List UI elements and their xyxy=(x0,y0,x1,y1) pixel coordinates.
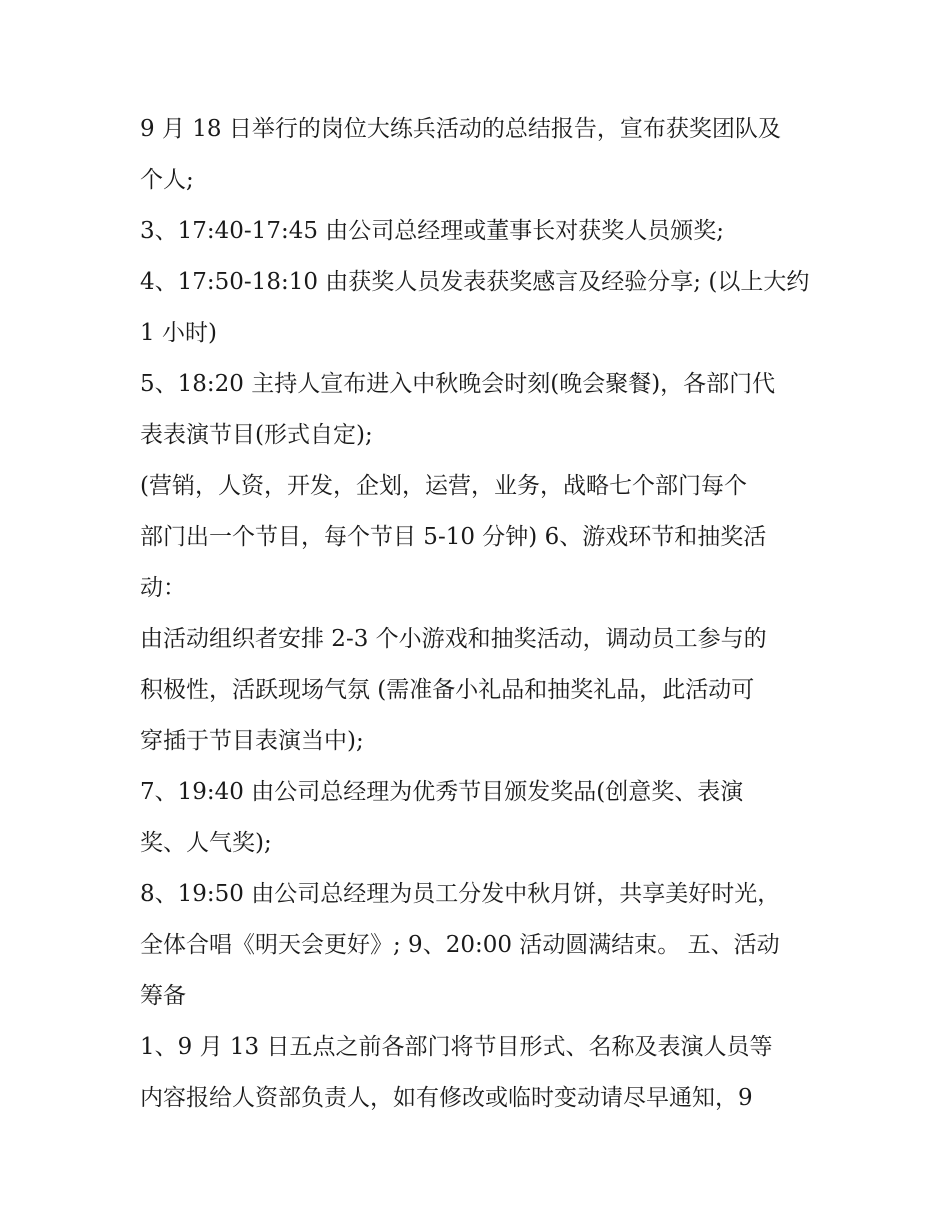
text-line: 1、9 月 13 日五点之前各部门将节目形式、名称及表演人员等 xyxy=(140,1034,773,1060)
text-line: 5、18:20 主持人宣布进入中秋晚会时刻(晚会聚餐)，各部门代 xyxy=(140,371,776,397)
text-line: 1 小时) xyxy=(140,320,217,346)
document-body xyxy=(140,104,820,1124)
text-line: 动： xyxy=(140,575,186,601)
text-line: 4、17:50-18:10 由获奖人员发表获奖感言及经验分享; (以上大约 xyxy=(140,269,810,295)
text-line: 部门出一个节目，每个节目 5-10 分钟) 6、游戏环节和抽奖活 xyxy=(140,524,767,550)
text-line: 个人; xyxy=(140,167,194,193)
text-line: 3、17:40-17:45 由公司总经理或董事长对获奖人员颁奖; xyxy=(140,218,725,244)
text-line: 全体合唱《明天会更好》; 9、20:00 活动圆满结束。 五、活动 xyxy=(140,932,780,958)
text-line: 表表演节目(形式自定); xyxy=(140,422,373,448)
text-line: 由活动组织者安排 2-3 个小游戏和抽奖活动，调动员工参与的 xyxy=(140,626,767,652)
text-line: 7、19:40 由公司总经理为优秀节目颁发奖品(创意奖、表演 xyxy=(140,779,744,805)
text-line: 积极性，活跃现场气氛 (需准备小礼品和抽奖礼品，此活动可 xyxy=(140,677,755,703)
text-line: 穿插于节目表演当中); xyxy=(140,728,364,754)
text-line: 9 月 18 日举行的岗位大练兵活动的总结报告，宣布获奖团队及 xyxy=(140,116,781,142)
text-line: (营销，人资，开发，企划，运营，业务，战略七个部门每个 xyxy=(140,473,747,499)
text-line: 内容报给人资部负责人，如有修改或临时变动请尽早通知，9 xyxy=(140,1085,753,1111)
text-line: 筹备 xyxy=(140,983,186,1009)
text-line: 8、19:50 由公司总经理为员工分发中秋月饼，共享美好时光， xyxy=(140,881,781,907)
text-line: 奖、人气奖); xyxy=(140,830,272,856)
